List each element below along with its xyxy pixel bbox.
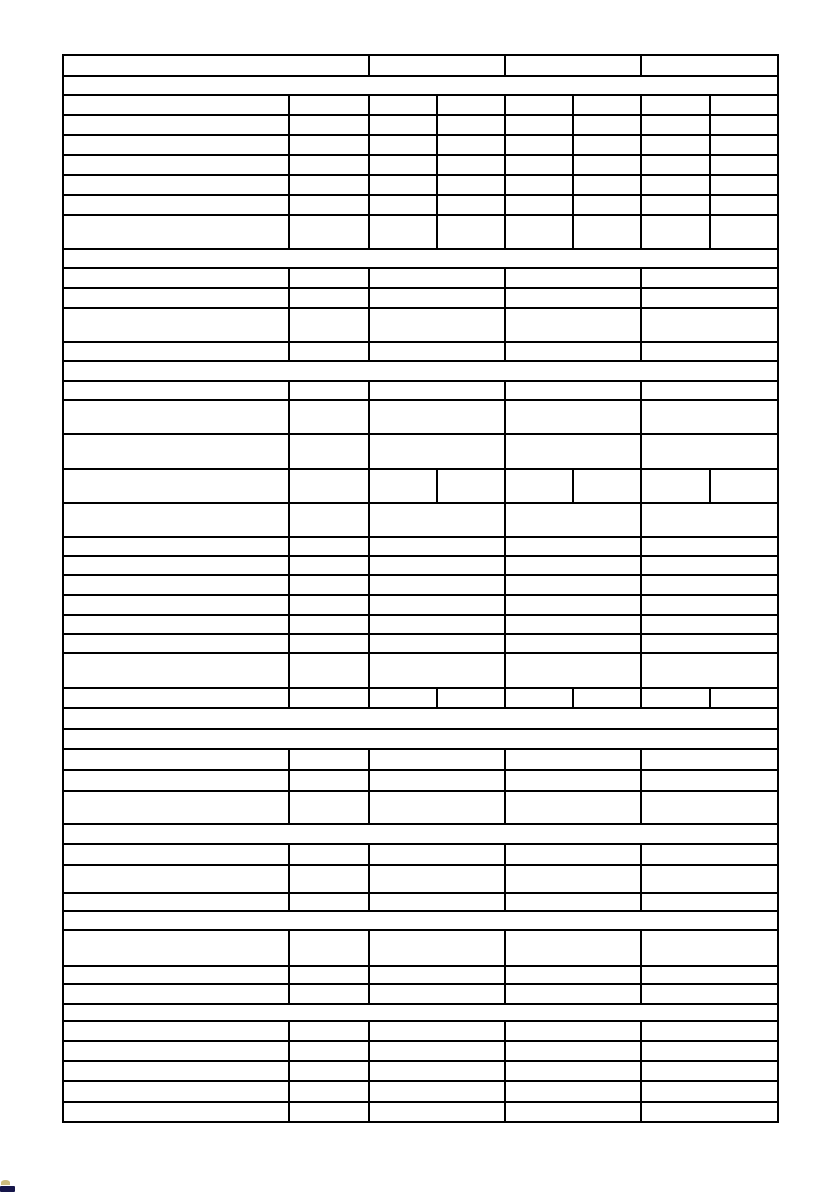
table-cell	[289, 844, 369, 865]
table-cell	[641, 1021, 778, 1041]
table-cell	[63, 175, 289, 195]
table-cell	[63, 434, 289, 469]
table-cell	[641, 195, 710, 215]
table-cell	[505, 1061, 641, 1081]
table-cell	[63, 381, 289, 400]
table-cell	[505, 893, 641, 911]
table-cell	[369, 770, 505, 791]
table-cell	[289, 893, 369, 911]
table-cell	[369, 556, 505, 575]
table-cell	[641, 556, 778, 575]
table-cell	[505, 556, 641, 575]
table-cell	[641, 400, 778, 434]
table-cell	[63, 1004, 778, 1021]
table-cell	[641, 1041, 778, 1061]
table-cell	[369, 1081, 505, 1102]
table-cell	[505, 595, 641, 615]
table-cell	[369, 55, 505, 76]
table-cell	[369, 155, 437, 175]
table-cell	[63, 76, 778, 95]
table-cell	[63, 288, 289, 308]
table-cell	[505, 930, 641, 966]
table-cell	[369, 688, 437, 708]
table-cell	[710, 688, 778, 708]
table-cell	[369, 503, 505, 537]
table-cell	[505, 1081, 641, 1102]
table-cell	[289, 503, 369, 537]
table-cell	[437, 469, 505, 503]
table-cell	[641, 1061, 778, 1081]
table-cell	[63, 537, 289, 556]
table-cell	[437, 135, 505, 155]
table-cell	[505, 288, 641, 308]
table-cell	[369, 1102, 505, 1122]
table-cell	[505, 1021, 641, 1041]
table-cell	[289, 634, 369, 653]
table-cell	[641, 653, 778, 688]
table-cell	[505, 791, 641, 824]
table-cell	[573, 215, 641, 249]
corner-mark-bar-icon	[0, 1186, 15, 1192]
table-cell	[289, 653, 369, 688]
table-cell	[289, 469, 369, 503]
table-cell	[369, 966, 505, 984]
table-cell	[289, 115, 369, 135]
table-cell	[63, 893, 289, 911]
table-cell	[573, 469, 641, 503]
table-cell	[505, 966, 641, 984]
table-cell	[63, 984, 289, 1004]
table-cell	[710, 215, 778, 249]
table-cell	[63, 95, 289, 115]
table-cell	[641, 791, 778, 824]
table-cell	[369, 195, 437, 215]
table-cell	[505, 115, 573, 135]
table-cell	[437, 215, 505, 249]
table-cell	[505, 634, 641, 653]
table-cell	[63, 1102, 289, 1122]
table-cell	[63, 595, 289, 615]
table-cell	[505, 1102, 641, 1122]
table-cell	[573, 175, 641, 195]
table-cell	[641, 844, 778, 865]
table-cell	[289, 175, 369, 195]
table-cell	[641, 865, 778, 893]
table-cell	[641, 155, 710, 175]
table-cell	[641, 95, 710, 115]
table-cell	[505, 984, 641, 1004]
table-cell	[289, 595, 369, 615]
table-cell	[573, 135, 641, 155]
table-cell	[63, 575, 289, 595]
table-cell	[63, 653, 289, 688]
table-cell	[289, 930, 369, 966]
table-cell	[369, 930, 505, 966]
table-cell	[289, 155, 369, 175]
table-cell	[289, 1081, 369, 1102]
table-cell	[289, 749, 369, 770]
table-cell	[369, 215, 437, 249]
table-cell	[369, 749, 505, 770]
table-cell	[641, 469, 710, 503]
table-cell	[369, 381, 505, 400]
table-cell	[63, 155, 289, 175]
table-cell	[641, 595, 778, 615]
table-cell	[641, 55, 778, 76]
table-cell	[63, 844, 289, 865]
table-cell	[369, 400, 505, 434]
table-cell	[369, 434, 505, 469]
table-cell	[369, 1021, 505, 1041]
table-cell	[63, 268, 289, 288]
table-cell	[369, 844, 505, 865]
corner-mark-squiggle-icon	[1, 1180, 10, 1185]
table-cell	[63, 469, 289, 503]
table-cell	[289, 381, 369, 400]
table-cell	[505, 135, 573, 155]
table-cell	[641, 749, 778, 770]
table-cell	[641, 115, 710, 135]
table-cell	[573, 688, 641, 708]
table-cell	[369, 634, 505, 653]
table-cell	[289, 791, 369, 824]
table-cell	[641, 308, 778, 342]
table-cell	[437, 175, 505, 195]
table-cell	[505, 434, 641, 469]
table-cell	[63, 615, 289, 634]
table-cell	[710, 469, 778, 503]
table-cell	[641, 503, 778, 537]
table-cell	[437, 195, 505, 215]
table-cell	[63, 865, 289, 893]
table-cell	[573, 115, 641, 135]
table-cell	[63, 688, 289, 708]
table-cell	[369, 1061, 505, 1081]
table-cell	[289, 770, 369, 791]
table-cell	[369, 595, 505, 615]
table-cell	[505, 215, 573, 249]
table-cell	[63, 195, 289, 215]
table-cell	[63, 634, 289, 653]
table-cell	[641, 434, 778, 469]
table-cell	[369, 288, 505, 308]
table-cell	[505, 537, 641, 556]
page-corner-mark	[0, 1179, 15, 1192]
table-cell	[289, 556, 369, 575]
table-cell	[505, 653, 641, 688]
table-cell	[505, 575, 641, 595]
table-cell	[63, 115, 289, 135]
table-cell	[63, 824, 778, 844]
table-cell	[505, 195, 573, 215]
table-cell	[710, 155, 778, 175]
table-cell	[505, 175, 573, 195]
table-cell	[641, 175, 710, 195]
table-cell	[63, 930, 289, 966]
table-cell	[63, 1041, 289, 1061]
table-cell	[369, 175, 437, 195]
table-cell	[641, 615, 778, 634]
table-cell	[289, 195, 369, 215]
table-cell	[63, 215, 289, 249]
table-cell	[573, 195, 641, 215]
table-cell	[505, 469, 573, 503]
table-cell	[289, 966, 369, 984]
table-cell	[505, 155, 573, 175]
table-cell	[641, 342, 778, 361]
table-cell	[505, 400, 641, 434]
table-cell	[289, 308, 369, 342]
table-cell	[289, 95, 369, 115]
table-cell	[63, 249, 778, 268]
table-cell	[437, 688, 505, 708]
table-cell	[63, 791, 289, 824]
table-cell	[369, 469, 437, 503]
table-cell	[641, 575, 778, 595]
table-cell	[641, 770, 778, 791]
table-cell	[289, 1041, 369, 1061]
table-cell	[289, 215, 369, 249]
table-cell	[505, 749, 641, 770]
table-cell	[369, 984, 505, 1004]
table-cell	[641, 688, 710, 708]
table-cell	[710, 135, 778, 155]
table-cell	[63, 503, 289, 537]
table-cell	[505, 1041, 641, 1061]
table-cell	[289, 288, 369, 308]
table-cell	[63, 911, 778, 930]
table-cell	[289, 537, 369, 556]
table-cell	[437, 115, 505, 135]
table-cell	[63, 1021, 289, 1041]
table-cell	[289, 575, 369, 595]
table-cell	[369, 268, 505, 288]
table-cell	[505, 342, 641, 361]
table-cell	[641, 1081, 778, 1102]
table-cell	[63, 556, 289, 575]
table-cell	[289, 1061, 369, 1081]
table-cell	[289, 1021, 369, 1041]
table-cell	[641, 268, 778, 288]
table-cell	[369, 95, 437, 115]
table-cell	[63, 770, 289, 791]
table-cell	[641, 634, 778, 653]
table-cell	[573, 155, 641, 175]
table-cell	[505, 95, 573, 115]
table-cell	[289, 268, 369, 288]
table-cell	[289, 400, 369, 434]
table-cell	[505, 865, 641, 893]
table-cell	[289, 342, 369, 361]
table-cell	[369, 135, 437, 155]
table-cell	[289, 615, 369, 634]
table-cell	[710, 195, 778, 215]
table-cell	[369, 115, 437, 135]
table-cell	[641, 215, 710, 249]
table-cell	[505, 308, 641, 342]
table-cell	[505, 615, 641, 634]
table-cell	[369, 865, 505, 893]
table-cell	[641, 1102, 778, 1122]
table-cell	[710, 175, 778, 195]
table-cell	[641, 984, 778, 1004]
table-cell	[63, 361, 778, 381]
table-cell	[641, 288, 778, 308]
table-cell	[369, 791, 505, 824]
table-cell	[289, 434, 369, 469]
table-cell	[641, 893, 778, 911]
table-cell	[369, 615, 505, 634]
table-cell	[63, 1061, 289, 1081]
table-cell	[641, 930, 778, 966]
table-cell	[63, 400, 289, 434]
table-cell	[505, 55, 641, 76]
table-cell	[437, 95, 505, 115]
table-cell	[505, 268, 641, 288]
table-cell	[437, 155, 505, 175]
table-cell	[63, 135, 289, 155]
spec-table	[62, 54, 779, 1123]
table-cell	[505, 381, 641, 400]
table-cell	[505, 770, 641, 791]
table-cell	[63, 749, 289, 770]
table-cell	[289, 865, 369, 893]
table-cell	[505, 844, 641, 865]
table-cell	[289, 135, 369, 155]
table-cell	[641, 537, 778, 556]
table-cell	[369, 893, 505, 911]
table-cell	[369, 342, 505, 361]
table-cell	[641, 966, 778, 984]
table-cell	[641, 135, 710, 155]
table-cell	[369, 537, 505, 556]
table-cell	[289, 984, 369, 1004]
table-cell	[63, 308, 289, 342]
table-cell	[505, 503, 641, 537]
table-cell	[710, 115, 778, 135]
table-cell	[369, 1041, 505, 1061]
table-cell	[289, 688, 369, 708]
table-cell	[369, 575, 505, 595]
table-cell	[369, 653, 505, 688]
table-cell	[63, 1081, 289, 1102]
table-cell	[63, 966, 289, 984]
table-cell	[63, 708, 778, 729]
table-cell	[505, 688, 573, 708]
table-cell	[63, 55, 369, 76]
table-cell	[63, 342, 289, 361]
table-cell	[641, 381, 778, 400]
table-cell	[710, 95, 778, 115]
table-cell	[573, 95, 641, 115]
table-cell	[369, 308, 505, 342]
table-cell	[289, 1102, 369, 1122]
table-cell	[63, 729, 778, 749]
